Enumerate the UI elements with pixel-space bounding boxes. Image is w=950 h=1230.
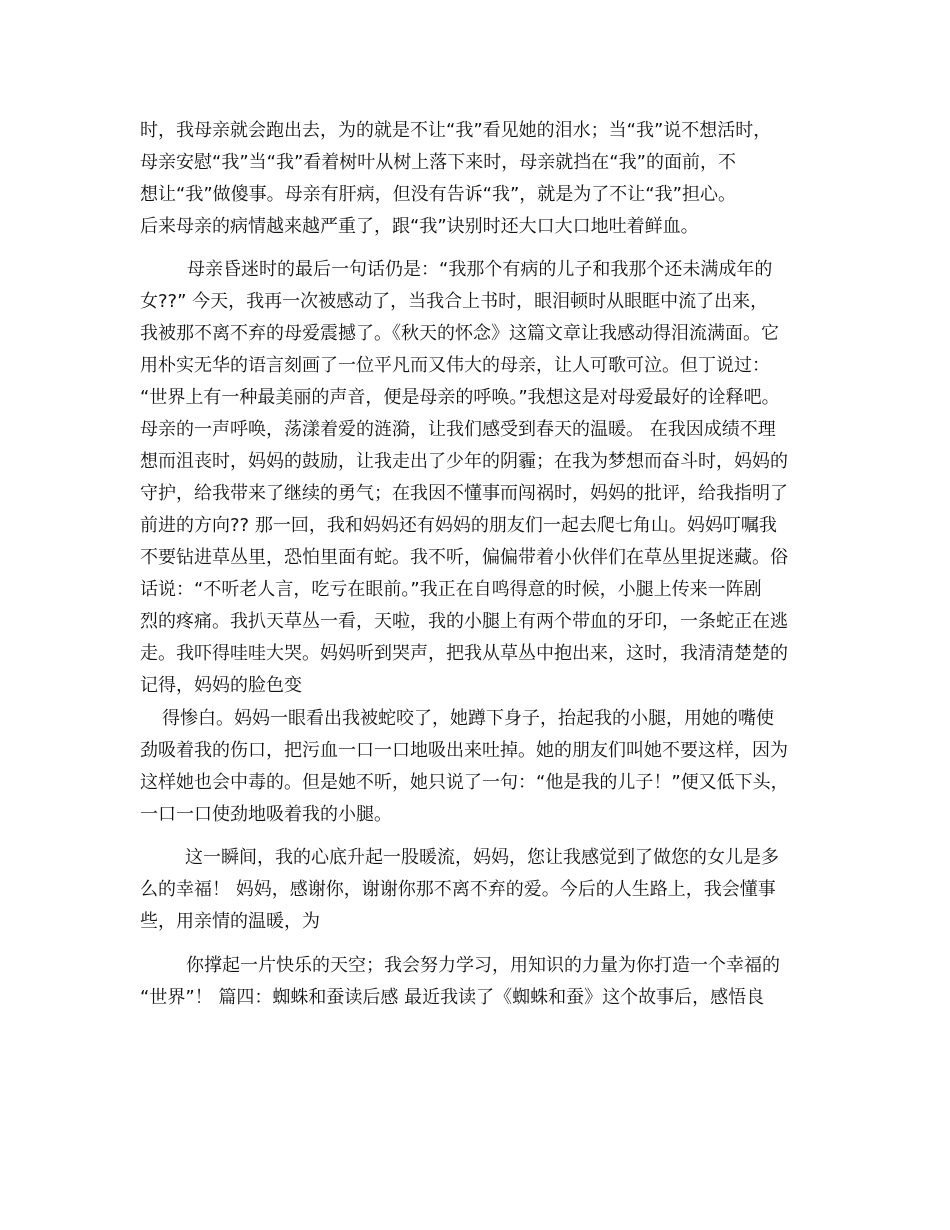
text-line: 想而沮丧时，妈妈的鼓励，让我走出了少年的阴霾；在我为梦想而奋斗时，妈妈的 <box>140 451 788 472</box>
text-line: 时，我母亲就会跑出去，为的就是不让“我”看见她的泪水；当“我”说不想活时， <box>140 120 772 141</box>
text-line: 劲吸着我的伤口，把污血一口一口地吸出来吐掉。她的朋友们叫她不要这样，因为 <box>140 740 788 761</box>
text-line: 想让“我”做傻事。母亲有肝病，但没有告诉“我”，就是为了不让“我”担心。 <box>140 184 736 205</box>
text-line: 前进的方向?? 那一回，我和妈妈还有妈妈的朋友们一起去爬七角山。妈妈叮嘱我 <box>140 515 777 536</box>
text-line: 走。我吓得哇哇大哭。妈妈听到哭声，把我从草丛中抱出来，这时，我清清楚楚的 <box>140 643 788 664</box>
text-line: 些，用亲情的温暖，为 <box>140 911 320 932</box>
text-line: 母亲安慰“我”当“我”看着树叶从树上落下来时，母亲就挡在“我”的面前，不 <box>140 152 736 173</box>
text-line: 得惨白。妈妈一眼看出我被蛇咬了，她蹲下身子，抬起我的小腿，用她的嘴使 <box>162 708 774 729</box>
text-line: “世界”！ 篇四：蜘蛛和蚕读后感 最近我读了《蜘蛛和蚕》这个故事后，感悟良 <box>140 987 765 1008</box>
text-line: 一口一口使劲地吸着我的小腿。 <box>140 804 392 825</box>
text-line: 守护，给我带来了继续的勇气；在我因不懂事而闯祸时，妈妈的批评，给我指明了 <box>140 483 788 504</box>
text-line: 这一瞬间，我的心底升起一股暖流，妈妈，您让我感觉到了做您的女儿是多 <box>185 847 779 868</box>
text-line: 烈的疼痛。我扒天草丛一看，天啦，我的小腿上有两个带血的牙印，一条蛇正在逃 <box>140 611 788 632</box>
text-line: 用朴实无华的语言刻画了一位平凡而又伟大的母亲，让人可歌可泣。但丁说过： <box>140 355 770 376</box>
text-line: 母亲的一声呼唤，荡漾着爱的涟漪，让我们感受到春天的温暖。 在我因成绩不理 <box>140 419 776 440</box>
text-line: 不要钻进草丛里，恐怕里面有蛇。我不听，偏偏带着小伙伴们在草丛里捉迷藏。俗 <box>140 547 788 568</box>
text-line: 女??” 今天，我再一次被感动了，当我合上书时，眼泪顿时从眼眶中流了出来， <box>140 291 769 312</box>
text-line: 这样她也会中毒的。但是她不听，她只说了一句：“他是我的儿子！”便又低下头， <box>140 772 789 793</box>
text-line: 话说：“不听老人言，吃亏在眼前。”我正在自鸣得意的时候，小腿上传来一阵剧 <box>140 579 762 600</box>
text-line: 么的幸福！ 妈妈，感谢你，谢谢你那不离不弃的爱。今后的人生路上，我会懂事 <box>140 879 776 900</box>
text-line: 我被那不离不弃的母爱震撼了。《秋天的怀念》这篇文章让我感动得泪流满面。它 <box>140 323 779 344</box>
text-line: 你撑起一片快乐的天空；我会努力学习，用知识的力量为你打造一个幸福的 <box>186 955 780 976</box>
text-line: 后来母亲的病情越来越严重了，跟“我”诀别时还大口大口地吐着鲜血。 <box>140 216 699 237</box>
text-line: 记得，妈妈的脸色变 <box>140 675 302 696</box>
text-line: “世界上有一种最美丽的声音，便是母亲的呼唤。”我想这是对母爱最好的诠释吧。 <box>140 387 780 408</box>
text-line: 母亲昏迷时的最后一句话仍是：“我那个有病的儿子和我那个还未满成年的 <box>187 259 773 280</box>
